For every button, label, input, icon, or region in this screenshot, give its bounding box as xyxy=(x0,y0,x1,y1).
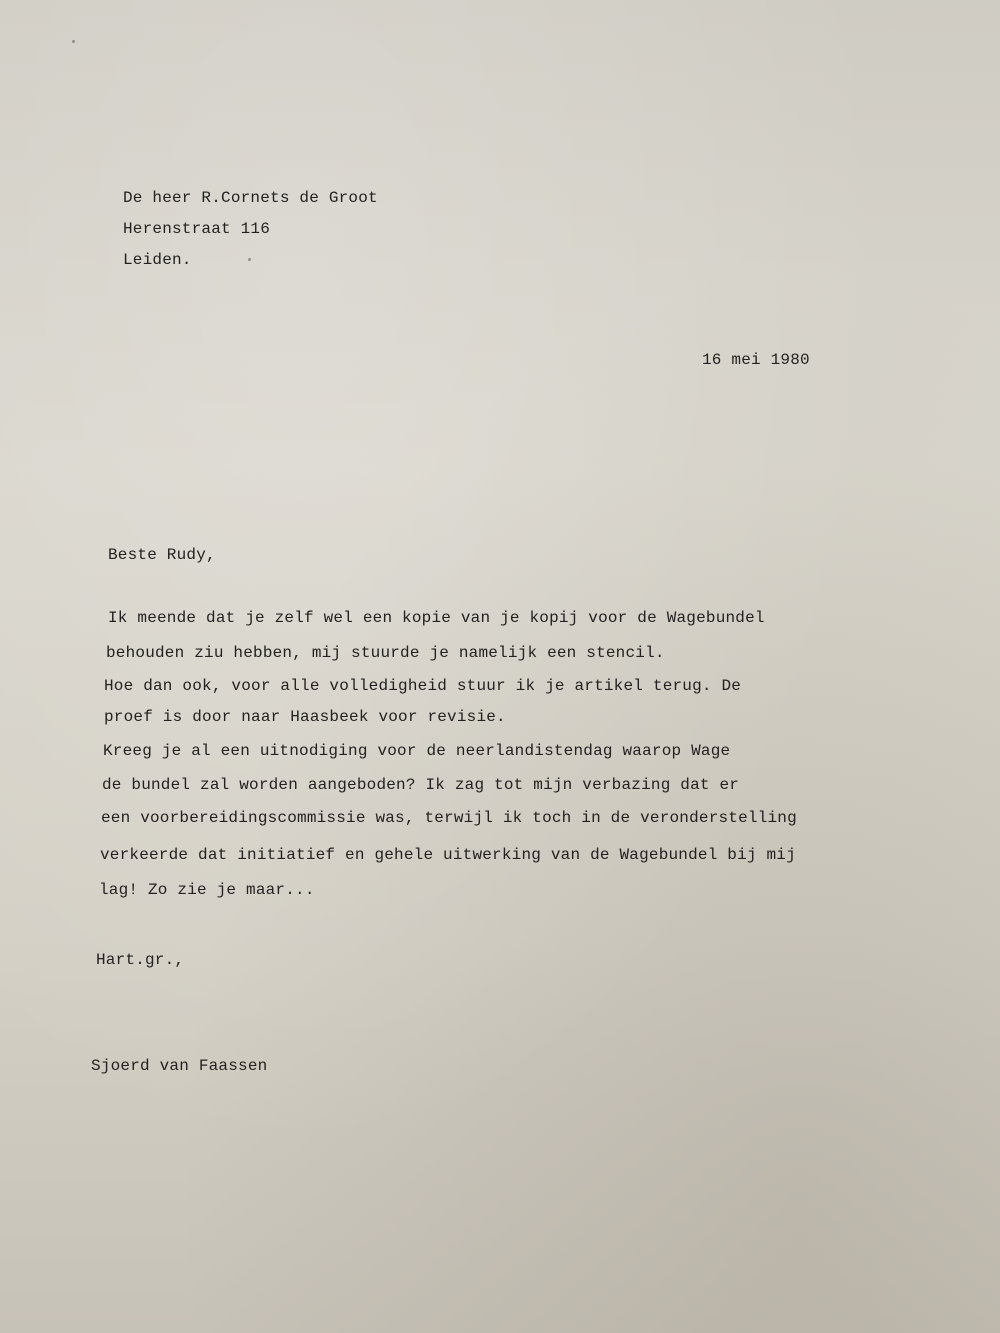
body-line: verkeerde dat initiatief en gehele uitwerking van de Wagebundel bij mij xyxy=(100,846,796,864)
body-line: Ik meende dat je zelf wel een kopie van je kopij voor de Wagebundel xyxy=(108,609,765,627)
body-line: proef is door naar Haasbeek voor revisie. xyxy=(104,708,506,726)
letter-date: 16 mei 1980 xyxy=(702,351,810,369)
body-line: de bundel zal worden aangeboden? Ik zag tot mijn verbazing dat er xyxy=(102,776,740,794)
body-line: een voorbereidingscommissie was, terwijl ik toch in de veronderstelling xyxy=(101,809,797,827)
signature: Sjoerd van Faassen xyxy=(91,1057,268,1075)
body-line: Hoe dan ook, voor alle volledigheid stuur ik je artikel terug. De xyxy=(104,677,742,695)
salutation: Beste Rudy, xyxy=(108,546,216,564)
body-line: lag! Zo zie je maar... xyxy=(99,881,315,899)
closing: Hart.gr., xyxy=(96,951,185,969)
recipient-street: Herenstraat 116 xyxy=(123,220,271,238)
paper-fleck xyxy=(248,258,251,261)
recipient-city: Leiden. xyxy=(123,251,192,269)
body-line: behouden ziu hebben, mij stuurde je namelijk een stencil. xyxy=(106,644,665,662)
body-line: Kreeg je al een uitnodiging voor de neerlandistendag waarop Wage xyxy=(103,742,731,760)
paper-fleck xyxy=(72,40,75,43)
recipient-name: De heer R.Cornets de Groot xyxy=(123,189,378,207)
